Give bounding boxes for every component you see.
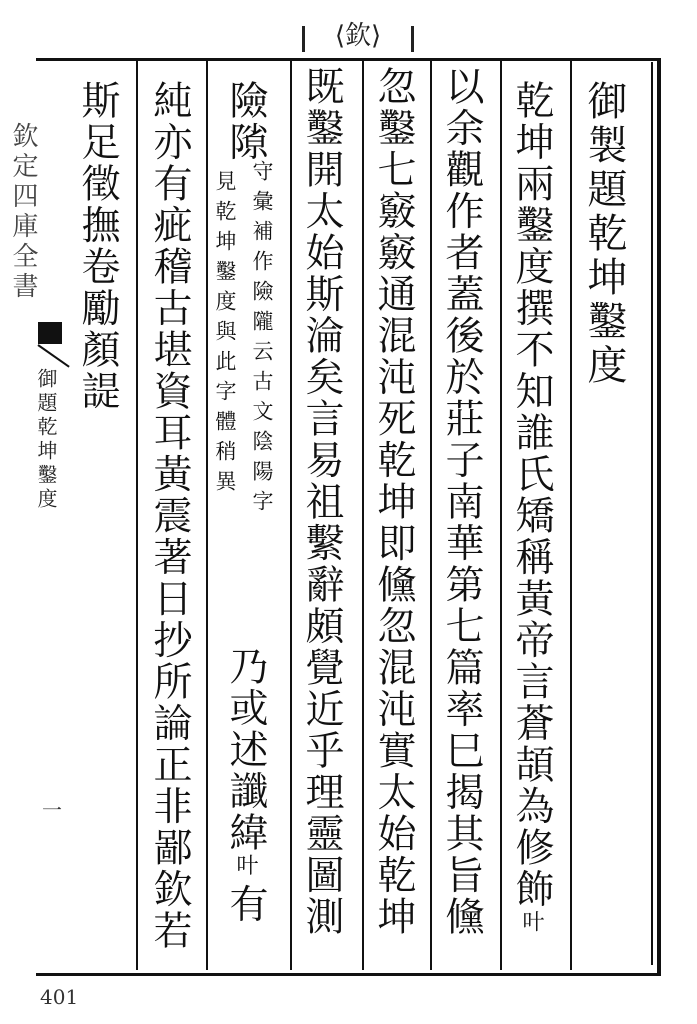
text-column-1 <box>509 80 554 940</box>
text-column-2: 以余觀作者蓋後於莊子南華第七篇率巳揭其旨儵 <box>439 66 484 938</box>
column-rule <box>206 60 208 970</box>
text-column-7: 斯足徵撫卷勵顏諟 <box>75 80 120 412</box>
fishtail-mark <box>38 322 62 344</box>
note-line-a: 守彙補作險隴云古文陰陽字 <box>250 160 274 520</box>
column-text: 有 <box>223 883 268 925</box>
margin-title: 御題乾坤鑿度 <box>34 368 58 512</box>
top-mark-text: ⟨欽⟩ <box>334 21 382 51</box>
text-column-4: 既鑿開太始斯淪矣言易祖繫辭頗覺近乎理靈圖測 <box>299 66 344 938</box>
page-title: 御製題乾坤鑿度 <box>581 80 627 388</box>
column-rule <box>570 60 572 970</box>
column-text: 乃或述讖緯 <box>223 646 268 854</box>
rhyme-note: 叶 <box>519 910 544 940</box>
page-number: 401 <box>40 985 79 1009</box>
rhyme-note: 叶 <box>233 853 258 884</box>
top-ornament <box>298 16 418 56</box>
column-rule <box>136 60 138 970</box>
fore-edge-text: 欽定四庫全書 <box>8 122 38 302</box>
column-rule <box>362 60 364 970</box>
note-line-b: 見乾坤鑿度與此字體稍異 <box>213 170 237 500</box>
column-text: 乾坤兩鑿度撰不知誰氏矯稱黃帝言蒼頡為修飾 <box>509 80 554 910</box>
column-rule <box>290 60 292 970</box>
text-column-3: 忽鑿七竅竅通混沌死乾坤即儵忽混沌實太始乾坤 <box>371 66 416 938</box>
text-column-6: 純亦有疵稽古堪資耳黃震著日抄所論正非鄙欽若 <box>147 80 192 952</box>
column-rule <box>430 60 432 970</box>
text-column-5-top: 險𨻶 <box>223 80 268 163</box>
margin-leaf-number: 一 <box>42 798 62 822</box>
text-column-5-bottom <box>223 646 268 925</box>
column-rule <box>500 60 502 970</box>
fore-edge <box>0 60 36 970</box>
